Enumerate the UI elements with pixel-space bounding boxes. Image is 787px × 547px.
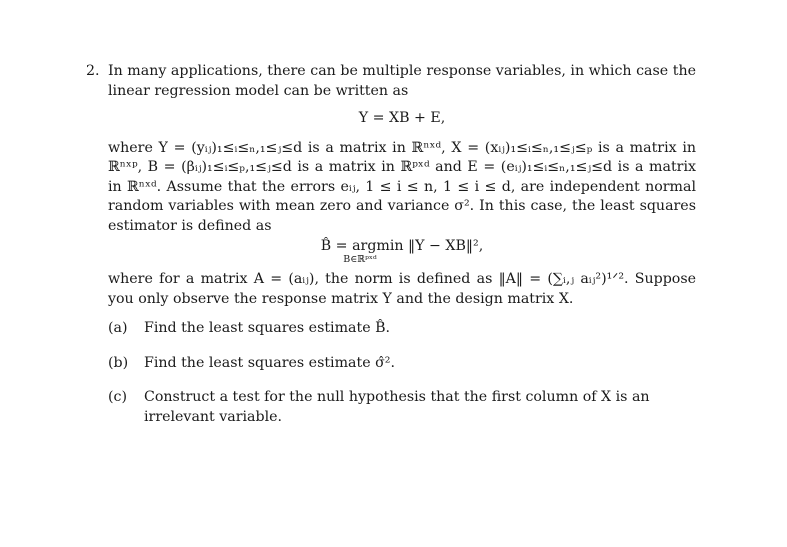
problem-number: 2. [86, 63, 100, 79]
part-c [108, 388, 696, 427]
definitions-paragraph: where Y = (yᵢⱼ)₁≤ᵢ≤ₙ,₁≤ⱼ≤d is a matrix in ℝⁿˣᵈ, X = (xᵢⱼ)₁≤ᵢ≤ₙ,₁≤ⱼ≤ₚ is a matrix in ℝⁿˣᵖ, B = (βᵢⱼ)₁≤ᵢ≤ₚ,₁≤ⱼ≤d is a matrix in ℝᵖˣᵈ and E = (eᵢⱼ)₁≤ᵢ≤ₙ,₁≤ⱼ≤d is a matrix in ℝⁿˣᵈ. Assume that the errors eᵢⱼ, 1 ≤ i ≤ n, 1 ≤ i ≤ d, are independent normal random variables with mean zero and variance σ². In this case, the least squares estimator is defined as [108, 139, 696, 234]
sub-questions [108, 319, 696, 427]
problem-body [108, 62, 696, 427]
part-label: (b) [108, 354, 129, 371]
estimator-subscript: B∈ℝᵖˣᵈ [343, 254, 377, 265]
problem-2 [86, 62, 696, 427]
estimator-equation-block [108, 238, 696, 266]
part-b [108, 354, 696, 374]
part-text: Find the least squares estimate σ̂². [144, 354, 395, 371]
estimator-equation: B̂ = argmin ‖Y − XB‖², [320, 238, 484, 254]
part-label: (c) [108, 389, 128, 405]
intro-paragraph: In many applications, there can be multiple response variables, in which case the linear regression model can be written as [108, 63, 696, 99]
norm-paragraph: where for a matrix A = (aᵢⱼ), the norm is defined as ‖A‖ = (∑ᵢ,ⱼ aᵢⱼ²)¹ᐟ². Suppose you only observe the response matrix Y and the design matrix X. [108, 271, 696, 307]
part-label: (a) [108, 320, 128, 336]
model-equation: Y = XB + E, [358, 110, 446, 126]
part-text: Construct a test for the null hypothesis that the first column of X is an irrelevant variable. [144, 389, 650, 425]
part-text: Find the least squares estimate B̂. [144, 320, 391, 336]
part-a [108, 319, 696, 339]
